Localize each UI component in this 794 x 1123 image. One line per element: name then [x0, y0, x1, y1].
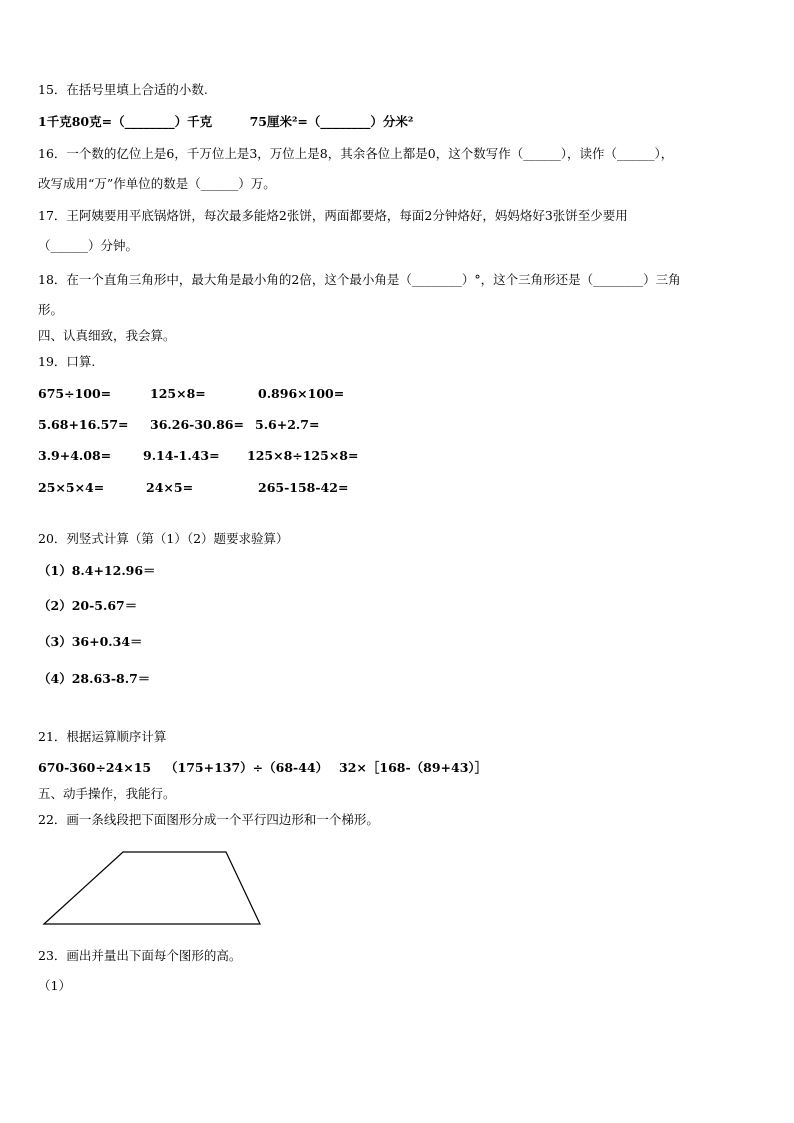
- q19-cell: 5.68+16.57=: [38, 417, 129, 432]
- q20-item: （1）8.4+12.96＝: [38, 563, 156, 578]
- q16-line1: 16．一个数的亿位上是6，千万位上是3，万位上是8，其余各位上都是0，这个数写作（______），读作（______），: [38, 146, 674, 161]
- q21-expr: （175+137）÷（68-44）: [165, 760, 329, 775]
- q22-title: 22．画一条线段把下面图形分成一个平行四边形和一个梯形。: [38, 812, 379, 827]
- q19-cell: 9.14-1.43=: [143, 448, 220, 463]
- q16-line2: 改写成用“万”作单位的数是（______）万。: [38, 176, 276, 191]
- q17-line2: （______）分钟。: [38, 238, 139, 253]
- q17-line1: 17．王阿姨要用平底锅烙饼，每次最多能烙2张饼，两面都要烙，每面2分钟烙好，妈妈烙好3张饼至少要用: [38, 208, 628, 223]
- q20-item: （3）36+0.34＝: [38, 634, 143, 649]
- trapezoid-shape: [44, 852, 260, 924]
- q19-cell: 3.9+4.08=: [38, 448, 112, 463]
- q18-line2: 形。: [38, 302, 64, 317]
- q21-expr: 32×［168-（89+43）］: [339, 760, 488, 775]
- q19-cell: 265-158-42=: [258, 480, 349, 495]
- q20-item: （4）28.63-8.7＝: [38, 671, 151, 686]
- q21-title: 21．根据运算顺序计算: [38, 729, 167, 744]
- q19-cell: 0.896×100=: [258, 386, 345, 401]
- q19-cell: 125×8=: [150, 386, 206, 401]
- q20-title: 20．列竖式计算（第（1）（2）题要求验算）: [38, 531, 289, 546]
- section-4-heading: 四、认真细致，我会算。: [38, 328, 176, 343]
- q15-line: 1千克80克=（________）千克 75厘米²=（________）分米²: [38, 114, 414, 129]
- q19-cell: 675÷100=: [38, 386, 112, 401]
- q23-sub1: （1）: [38, 978, 71, 993]
- q15-title: 15．在括号里填上合适的小数.: [38, 82, 208, 97]
- q19-cell: 5.6+2.7=: [255, 417, 320, 432]
- q18-line1: 18．在一个直角三角形中，最大角是最小角的2倍，这个最小角是（________）°，这个三角形还是（________）三角: [38, 272, 681, 287]
- q19-cell: 36.26-30.86=: [150, 417, 244, 432]
- q20-item: （2）20-5.67＝: [38, 598, 138, 613]
- q21-expr: 670-360÷24×15: [38, 760, 152, 775]
- q19-cell: 125×8÷125×8=: [247, 448, 359, 463]
- q19-title: 19．口算.: [38, 354, 96, 369]
- q23-title: 23．画出并量出下面每个图形的高。: [38, 948, 242, 963]
- q19-cell: 25×5×4=: [38, 480, 105, 495]
- section-5-heading: 五、动手操作，我能行。: [38, 786, 176, 801]
- q19-cell: 24×5=: [146, 480, 194, 495]
